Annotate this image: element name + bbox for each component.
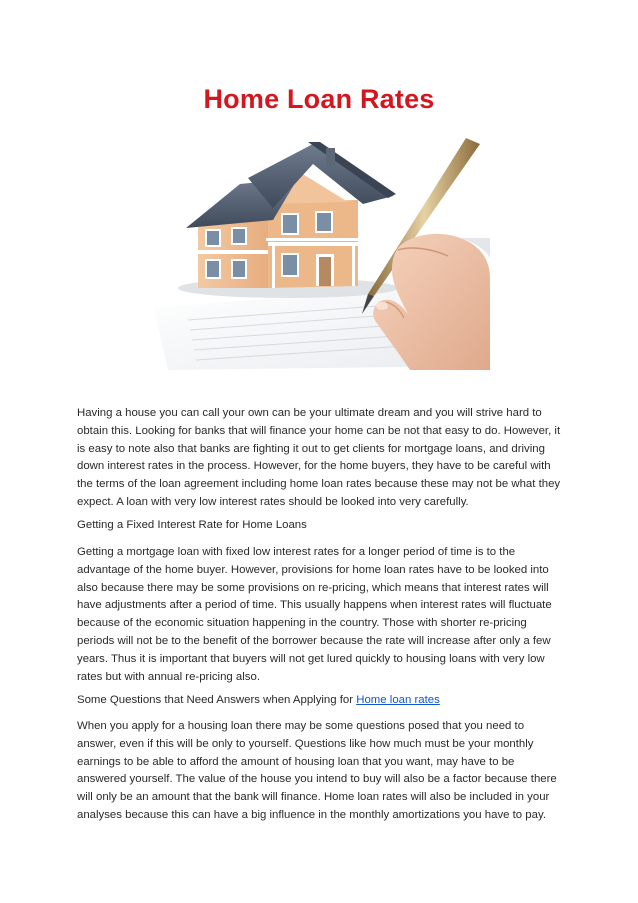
section-heading-fixed-rate-text: Getting a Fixed Interest Rate for Home Loans xyxy=(77,519,307,531)
fixed-rate-paragraph xyxy=(77,544,565,686)
section-heading-questions xyxy=(77,692,565,710)
intro-paragraph xyxy=(77,405,565,512)
section-heading-questions-text: Some Questions that Need Answers when Applying for xyxy=(77,694,357,706)
house-and-pen-illustration xyxy=(148,138,490,370)
questions-paragraph xyxy=(77,718,565,825)
home-loan-rates-link[interactable]: Home loan rates xyxy=(356,694,440,706)
fixed-rate-paragraph-text: Getting a mortgage loan with fixed low interest rates for a longer period of time is to the advantage of the home buyer. However, provisions for home loan rates have to be looked into also because there may be some provisions on re-pricing, which means that interest rates will have adjustments after a period of time. This usually happens when interest rates will fluctuate because of the economic situation happening in the country. Those with shorter re-pricing periods will not be to the benefit of the borrower because the rate will increase after only a few years. Thus it is important that buyers will not get lured quickly to housing loans with very low rates but with annual re-pricing also. xyxy=(77,546,552,683)
intro-paragraph-text: Having a house you can call your own can be your ultimate dream and you will strive hard to obtain this. Looking for banks that will finance your home can be not that easy to do. However, it is easy to note also that banks are fighting it out to get clients for mortgage loans, and driving down interest rates in the process. However, for the home buyers, they have to be careful with the terms of the loan agreement including home loan rates because these may not be what they expect. A loan with very low interest rates should be looked into very carefully. xyxy=(77,407,561,508)
page-title: Home Loan Rates xyxy=(203,84,435,114)
section-heading-questions-line xyxy=(77,692,565,710)
house-model xyxy=(186,142,396,288)
questions-paragraph-text: When you apply for a housing loan there may be some questions posed that you need to answer, even if this will be only to yourself. Questions like how much must be your monthly earnings to be able to afford the amount of housing loan that you want, may have to be answered yourself. The value of the house you intend to buy will also be a factor because there will only be an amount that the bank will finance. Home loan rates will also be included in your analyses because this can have a big influence in the monthly amortizations you have to pay. xyxy=(77,720,557,821)
section-heading-fixed-rate xyxy=(77,517,565,535)
